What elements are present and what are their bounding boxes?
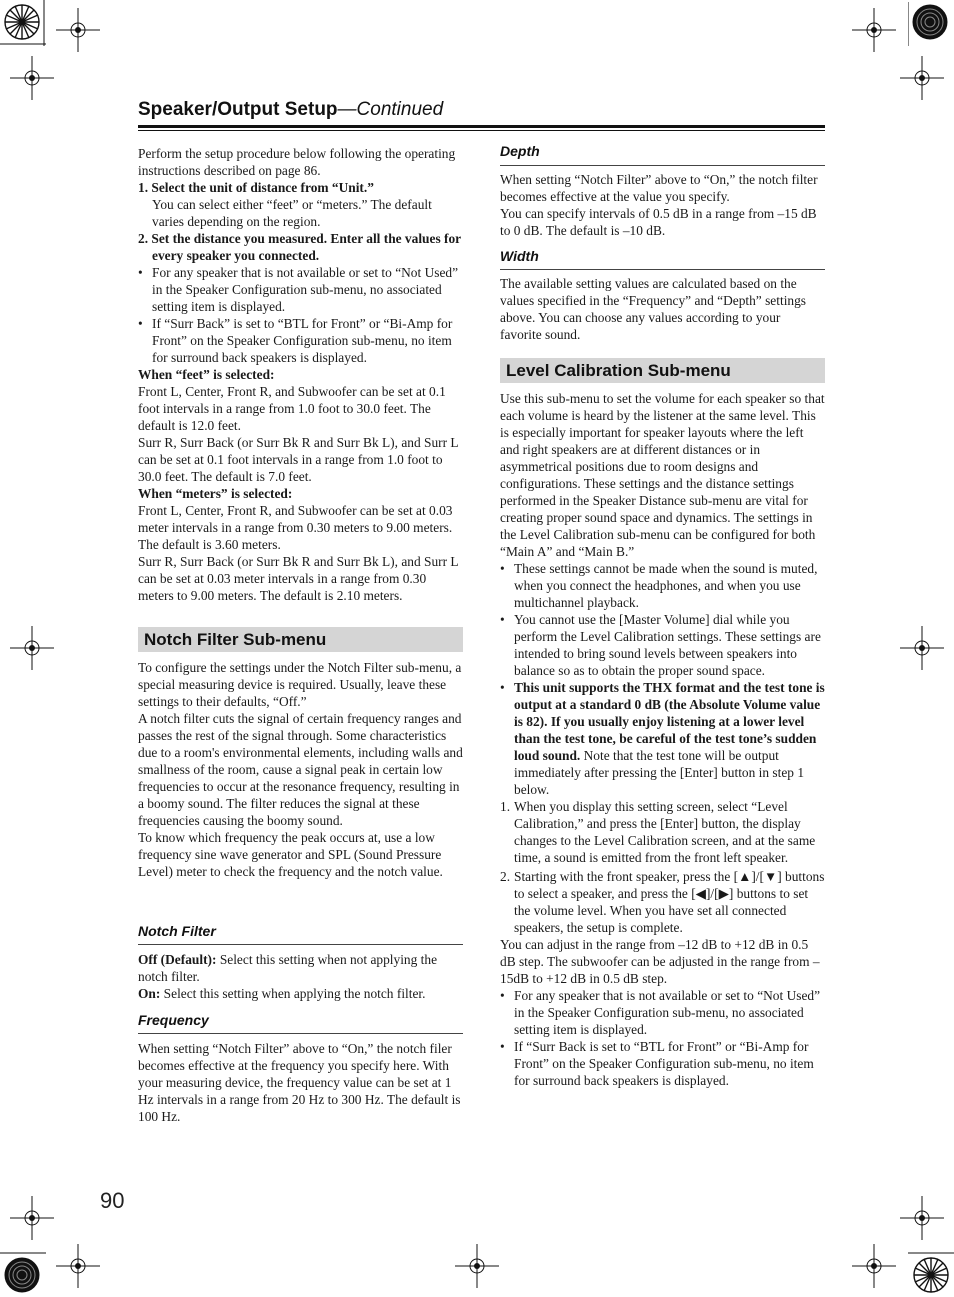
running-header xyxy=(138,99,443,121)
notch-paragraph-3: To know which frequency the peak occurs at, use a low frequency sine wave generator and SPL (Sound Pressure Level) meter to check the frequency and the notch value. xyxy=(138,830,443,879)
adjust-paragraph: You can adjust in the range from –12 dB to +12 dB in 0.5 dB step. The subwoofer can be adjusted in the range from –15dB to +12 dB in 0.5 dB step. xyxy=(500,937,820,986)
bullet-item: • For any speaker that is not available or set to “Not Used” in the Speaker Configuration sub-menu, no associated setting item is displayed. xyxy=(500,987,825,1038)
meters-paragraph-1: Front L, Center, Front R, and Subwoofer can be set at 0.03 meter intervals in a range from 0.30 meters to 9.00 meters. The default is 3.60 meters. xyxy=(138,503,453,552)
crosshair-mark-icon xyxy=(56,8,100,52)
starburst-mark-icon xyxy=(908,0,954,46)
frequency-subheading: Frequency xyxy=(138,1012,209,1028)
level-paragraph-1: Use this sub-menu to set the volume for each speaker so that each volume is heard by the listener at the same level. This is especially important for speaker layouts where the left and right speakers are at different distances or in asymmetrical positions due to room designs and configurations. These settings and the distance settings performed in the Speaker Distance sub-menu are vital for creating proper sound space and dynamics. The settings in the Level Calibration sub-menu can be configured for both “Main A” and “Main B.” xyxy=(500,391,825,559)
meters-paragraph-2: Surr R, Surr Back (or Surr Bk R and Surr Bk L), and Surr L can be set at 0.03 meter intervals in a range from 0.30 meters to 9.00 meters. The default is 2.10 meters. xyxy=(138,554,459,603)
meters-heading: When “meters” is selected: xyxy=(138,486,293,501)
step-1-body: You can select either “feet” or “meters.” The default varies depending on the region. xyxy=(152,197,432,229)
notch-intro-block xyxy=(138,659,463,880)
starburst-mark-icon xyxy=(908,1251,954,1297)
crosshair-mark-icon xyxy=(900,56,944,100)
header-continued: —Continued xyxy=(337,99,444,120)
crosshair-mark-icon xyxy=(56,1244,100,1288)
depth-subrule xyxy=(500,165,825,166)
bullet-item: • For any speaker that is not available or set to “Not Used” in the Speaker Configuration sub-menu, no associated setting item is displayed. xyxy=(138,264,463,315)
depth-block xyxy=(500,171,825,239)
crosshair-mark-icon xyxy=(10,1196,54,1240)
level-calibration-block xyxy=(500,390,825,1089)
feet-heading: When “feet” is selected: xyxy=(138,367,275,382)
depth-subheading: Depth xyxy=(500,143,540,159)
notch-filter-subheading: Notch Filter xyxy=(138,923,216,939)
bullet-item: • If “Surr Back is set to “BTL for Front” or “Bi-Amp for Front” on the Speaker Configuration sub-menu, no item for surround back speakers is displayed. xyxy=(500,1038,825,1089)
notch-paragraph-1: To configure the settings under the Notch Filter sub-menu, a special measuring device is required. Usually, leave these settings to their defaults, “Off.” xyxy=(138,660,462,709)
feet-paragraph-1: Front L, Center, Front R, and Subwoofer can be set at 0.1 foot intervals in a range from 1.0 foot to 30.0 feet. The default is 12.0 feet. xyxy=(138,384,446,433)
frequency-subrule xyxy=(138,1033,463,1034)
crosshair-mark-icon xyxy=(10,56,54,100)
width-paragraph: The available setting values are calculated based on the values specified in the “Frequency” and “Depth” settings above. You can choose any values according to your favorite sound. xyxy=(500,276,807,342)
crosshair-mark-icon xyxy=(455,1244,499,1288)
header-rule-thick xyxy=(138,125,825,128)
bullet-item: • If “Surr Back” is set to “BTL for Front” or “Bi-Amp for Front” on the Speaker Configuration sub-menu, no item for surround back speakers is displayed. xyxy=(138,315,463,366)
notch-filter-section-heading: Notch Filter Sub-menu xyxy=(138,627,463,652)
feet-paragraph-2: Surr R, Surr Back (or Surr Bk R and Surr Bk L), and Surr L can be set at 0.1 foot intervals in a range from 1.0 foot to 30.0 feet. The default is 7.0 feet. xyxy=(138,435,459,484)
header-rule-thin xyxy=(138,130,825,131)
bullet-item: • You cannot use the [Master Volume] dial while you perform the Level Calibration settings. These settings are intended to bring sound levels between speakers into balance so as to obtain the proper sound space. xyxy=(500,611,825,679)
step-2-title: 2. Set the distance you measured. Enter all the values for every speaker you connected. xyxy=(138,231,461,263)
crosshair-mark-icon xyxy=(852,1244,896,1288)
numbered-step-2: 2. Starting with the front speaker, press the [▲]/[▼] buttons to select a speaker, and press the [◀]/[▶] buttons to set the volume level. When you have set all connected speakers, the setup is complete. xyxy=(500,869,825,935)
crosshair-mark-icon xyxy=(852,8,896,52)
width-subrule xyxy=(500,269,825,270)
width-subheading: Width xyxy=(500,248,539,264)
intro-paragraph: Perform the setup procedure below following the operating instructions described on page 86. xyxy=(138,146,456,178)
off-option: Off (Default): Select this setting when not applying the notch filter. xyxy=(138,952,438,984)
page-number: 90 xyxy=(100,1188,125,1213)
step-1-title: 1. Select the unit of distance from “Unit.” xyxy=(138,180,374,195)
header-title: Speaker/Output Setup xyxy=(138,99,338,120)
depth-paragraph-2: You can specify intervals of 0.5 dB in a range from –15 dB to 0 dB. The default is –10 dB. xyxy=(500,206,817,238)
frequency-paragraph: When setting “Notch Filter” above to “On,” the notch filer becomes effective at the frequency you specify here. With your measuring device, the frequency value can be set at 1 Hz intervals in a range from 20 Hz to 300 Hz. The default is 100 Hz. xyxy=(138,1041,461,1124)
crosshair-mark-icon xyxy=(10,626,54,670)
depth-paragraph-1: When setting “Notch Filter” above to “On,” the notch filter becomes effective at the value you specify. xyxy=(500,172,818,204)
crosshair-mark-icon xyxy=(900,1196,944,1240)
on-option: On: Select this setting when applying the notch filter. xyxy=(138,986,426,1001)
frequency-block xyxy=(138,1040,463,1125)
crosshair-mark-icon xyxy=(900,626,944,670)
left-column xyxy=(138,145,463,604)
level-calibration-section-heading: Level Calibration Sub-menu xyxy=(500,358,825,383)
notch-options-block xyxy=(138,951,463,1002)
numbered-step-1: 1. When you display this setting screen, select “Level Calibration,” and press the [Enter] button, the display changes to the Level Calibration screen, and at the same time, a sound is emitted from the front left speaker. xyxy=(500,799,816,865)
bullet-item-warning: • This unit supports the THX format and the test tone is output at a standard 0 dB (the Absolute Volume value is 82). If you usually enjoy listening at a lower level than the test tone, be careful of the test tone’s sudden loud sound. Note that the test tone will be output immediately after pressing the [Enter] button in step 1 below. xyxy=(500,679,825,798)
notch-paragraph-2: A notch filter cuts the signal of certain frequency ranges and passes the rest of the signal through. Some characteristics due to a room's environmental elements, including walls and smallness of the room, cause a signal peak in certain low frequencies to occur at the resonance frequency, resulting in a boomy sound. The filter reduces the signal at these frequencies causing the boomy sound. xyxy=(138,711,463,828)
width-block xyxy=(500,275,825,343)
starburst-mark-icon xyxy=(0,1251,46,1297)
bullet-item: • These settings cannot be made when the sound is muted, when you connect the headphones, and when you use multichannel playback. xyxy=(500,560,825,611)
notch-filter-subrule xyxy=(138,944,463,945)
starburst-mark-icon xyxy=(0,0,46,46)
